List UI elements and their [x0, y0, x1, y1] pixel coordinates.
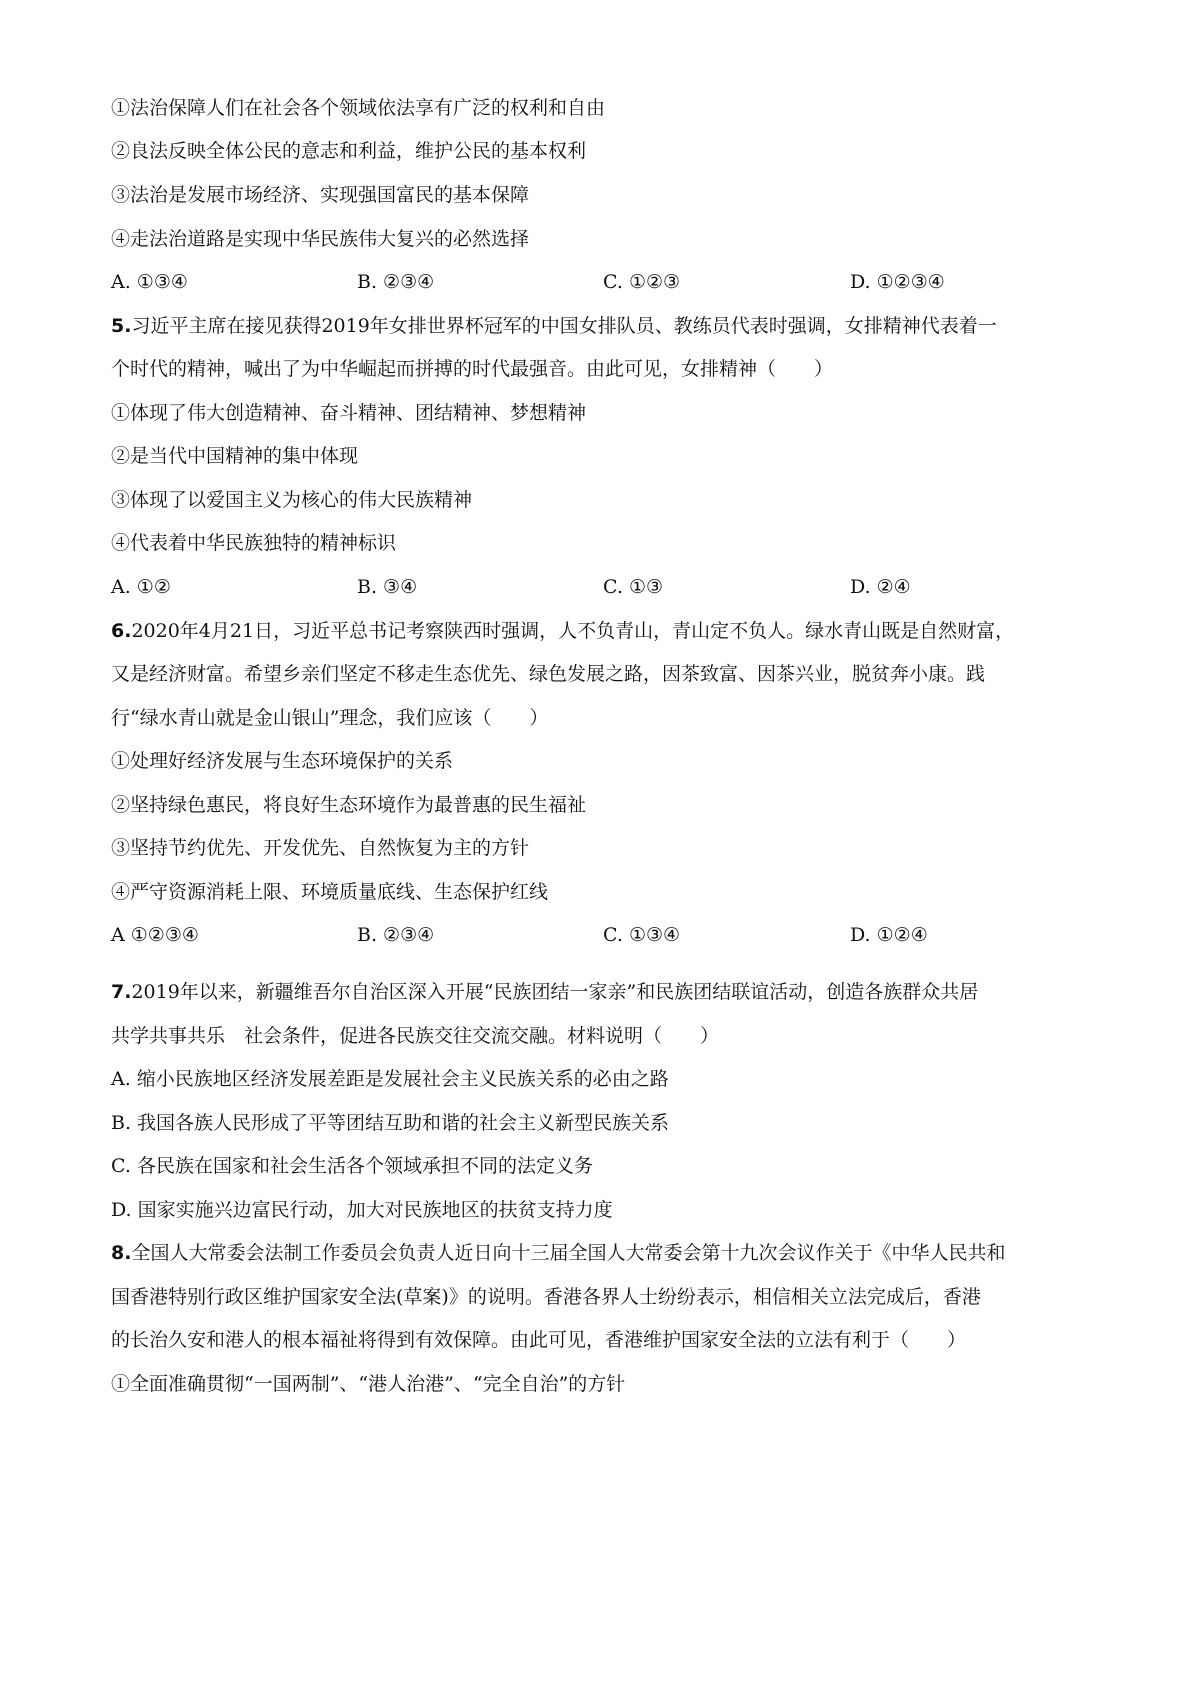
q5-option-c: C. ①③: [603, 576, 664, 598]
q6-item-1: ①处理好经济发展与生态环境保护的关系: [111, 750, 454, 772]
q5-option-d: D. ②④: [850, 576, 911, 598]
q7-choice-b: B. 我国各族人民形成了平等团结互助和谐的社会主义新型民族关系: [111, 1112, 670, 1134]
q5-number: 5.: [111, 315, 132, 337]
q4-item-2: ②良法反映全体公民的意志和利益，维护公民的基本权利: [111, 140, 587, 162]
q5-option-a: A. ①②: [111, 576, 171, 598]
q8-item-1: ①全面准确贯彻“一国两制”、“港人治港”、“完全自治”的方针: [111, 1373, 626, 1395]
q6-stem-line-2: 又是经济财富。希望乡亲们坚定不移走生态优先、绿色发展之路，因茶致富、因茶兴业，脱贫奔小康。践: [111, 663, 986, 685]
q6-option-b: B. ②③④: [357, 924, 435, 946]
q6-item-2: ②坚持绿色惠民，将良好生态环境作为最普惠的民生福祉: [111, 794, 587, 816]
q4-option-a: A. ①③④: [111, 271, 188, 293]
q8-number: 8.: [111, 1242, 132, 1264]
q6-item-4: ④严守资源消耗上限、环境质量底线、生态保护红线: [111, 881, 549, 903]
q4-item-4: ④走法治道路是实现中华民族伟大复兴的必然选择: [111, 228, 530, 250]
q5-item-2: ②是当代中国精神的集中体现: [111, 445, 359, 467]
q7-number: 7.: [111, 981, 132, 1003]
q4-option-c: C. ①②③: [603, 271, 681, 293]
q7-choice-d: D. 国家实施兴边富民行动，加大对民族地区的扶贫支持力度: [111, 1199, 613, 1221]
q7-choice-c: C. 各民族在国家和社会生活各个领域承担不同的法定义务: [111, 1155, 593, 1177]
q5-option-b: B. ③④: [357, 576, 418, 598]
q5-item-1: ①体现了伟大创造精神、奋斗精神、团结精神、梦想精神: [111, 402, 587, 424]
q5-stem-line-2: 个时代的精神，喊出了为中华崛起而拼搏的时代最强音。由此可见，女排精神（ ）: [111, 358, 834, 380]
q6-option-d: D. ①②④: [850, 924, 928, 946]
q7-stem-line-1: 7.2019年以来，新疆维吾尔自治区深入开展“民族团结一家亲”和民族团结联谊活动，创造各族群众共居: [111, 981, 979, 1003]
q8-stem-line-1: 8.全国人大常委会法制工作委员会负责人近日向十三届全国人大常委会第十九次会议作关于《中华人民共和: [111, 1242, 1006, 1264]
q6-item-3: ③坚持节约优先、开发优先、自然恢复为主的方针: [111, 837, 530, 859]
q5-stem-line-1: 5.习近平主席在接见获得2019年女排世界杯冠军的中国女排队员、教练员代表时强调，女排精神代表着一: [111, 315, 997, 337]
q6-option-a: A ①②③④: [111, 924, 199, 946]
q6-stem-line-1: 6.2020年4月21日，习近平总书记考察陕西时强调，人不负青山，青山定不负人。绿水青山既是自然财富，: [111, 620, 1015, 642]
q4-item-3: ③法治是发展市场经济、实现强国富民的基本保障: [111, 184, 530, 206]
q5-item-3: ③体现了以爱国主义为核心的伟大民族精神: [111, 489, 473, 511]
q4-option-b: B. ②③④: [357, 271, 435, 293]
q4-item-1: ①法治保障人们在社会各个领域依法享有广泛的权利和自由: [111, 97, 606, 119]
q7-choice-a: A. 缩小民族地区经济发展差距是发展社会主义民族关系的必由之路: [111, 1068, 669, 1090]
q6-number: 6.: [111, 620, 132, 642]
q6-stem-line-3: 行“绿水青山就是金山银山”理念，我们应该（ ）: [111, 707, 549, 729]
q5-item-4: ④代表着中华民族独特的精神标识: [111, 532, 397, 554]
q7-stem-line-2: 共学共事共乐 社会条件，促进各民族交往交流交融。材料说明（ ）: [111, 1025, 720, 1047]
q8-stem-line-2: 国香港特别行政区维护国家安全法(草案)》的说明。香港各界人士纷纷表示，相信相关立法完成后，香港: [111, 1286, 981, 1308]
q6-option-c: C. ①③④: [603, 924, 681, 946]
q8-stem-line-3: 的长治久安和港人的根本福祉将得到有效保障。由此可见，香港维护国家安全法的立法有利于（ ）: [111, 1329, 967, 1351]
q4-option-d: D. ①②③④: [850, 271, 945, 293]
